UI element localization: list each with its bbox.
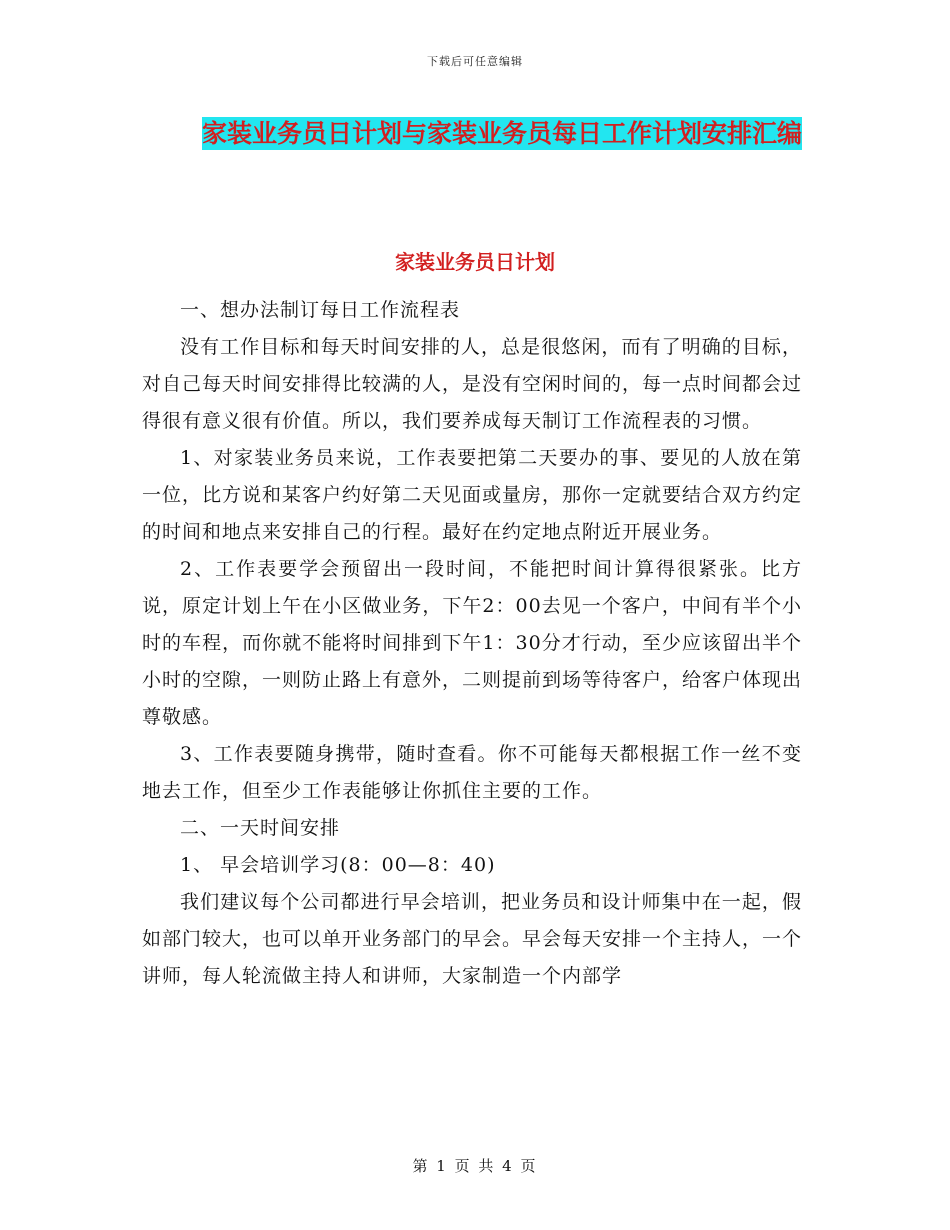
page-footer: 第 1 页 共 4 页 <box>412 1157 538 1175</box>
document-title <box>192 110 812 158</box>
paragraph: 2、工作表要学会预留出一段时间，不能把时间计算得很紧张。比方说，原定计划上午在小区做业务，下午2：00去见一个客户，中间有半个小时的车程，而你就不能将时间排到下午1：30分才行动，至少应该留出半个小时的空隙，一则防止路上有意外，二则提前到场等待客户，给客户体现出尊敬感。 <box>142 558 803 728</box>
subheading: 1、 早会培训学习(8：00—8：40) <box>180 854 496 876</box>
document-body <box>142 292 802 995</box>
document-title-text: 家装业务员日计划与家装业务员每日工作计划安排汇编 <box>201 119 802 148</box>
paragraph: 没有工作目标和每天时间安排的人，总是很悠闲，而有了明确的目标，对自己每天时间安排得比较满的人，是没有空闲时间的，每一点时间都会过得很有意义很有价值。所以，我们要养成每天制订工作流程表的习惯。 <box>142 336 803 432</box>
paragraph: 我们建议每个公司都进行早会培训，把业务员和设计师集中在一起，假如部门较大，也可以单开业务部门的早会。早会每天安排一个主持人，一个讲师，每人轮流做主持人和讲师，大家制造一个内部学 <box>142 891 803 987</box>
header-note: 下载后可任意编辑 <box>427 55 523 68</box>
paragraph: 1、对家装业务员来说，工作表要把第二天要办的事、要见的人放在第一位，比方说和某客户约好第二天见面或量房，那你一定就要结合双方约定的时间和地点来安排自己的行程。最好在约定地点附近开展业务。 <box>142 447 803 543</box>
heading-2: 二、一天时间安排 <box>180 817 341 839</box>
paragraph: 3、工作表要随身携带，随时查看。你不可能每天都根据工作一丝不变地去工作，但至少工作表能够让你抓住主要的工作。 <box>142 743 802 802</box>
section-title: 家装业务员日计划 <box>395 250 555 274</box>
heading-1: 一、想办法制订每日工作流程表 <box>180 299 461 321</box>
